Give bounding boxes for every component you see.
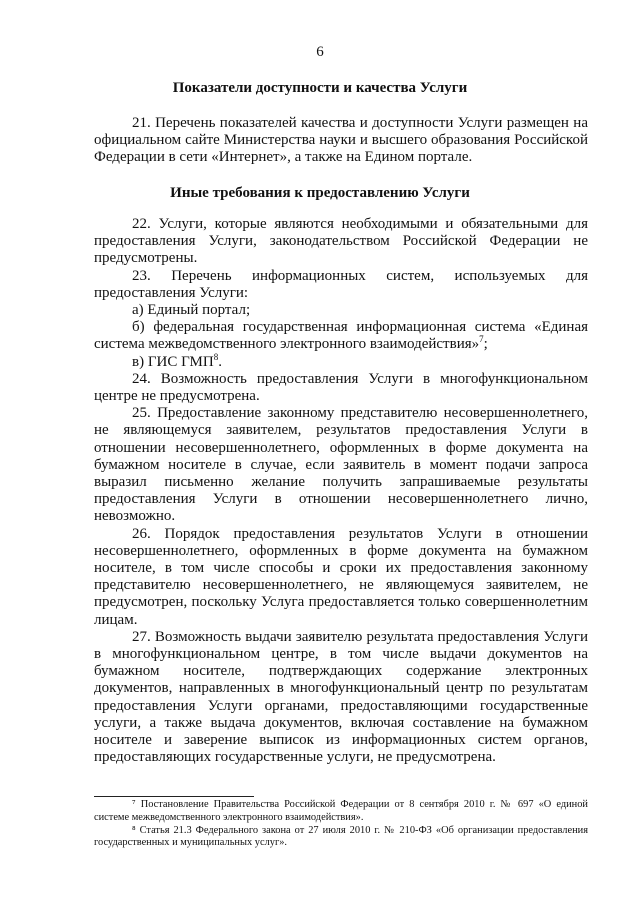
paragraph-23b-text: б) федеральная государственная информационная система «Единая система межведомственного электронного взаимодействия» (94, 319, 588, 353)
paragraph-25: 25. Предоставление законному представителю несовершеннолетнего, не являющемуся заявителем, результатов предоставления Услуги в отношении несовершеннолетнего, оформленных в форме документа на бумажном носителе в случае, если заявитель в момент подачи запроса выразил письменно желание получить запрашиваемые результаты предоставления Услуги в отношении несовершеннолетнего лично, невозможно. (94, 405, 588, 525)
paragraph-23: 23. Перечень информационных систем, используемых для предоставления Услуги: (94, 267, 588, 301)
footnote-divider (94, 796, 254, 797)
page-number: 6 (316, 44, 324, 60)
footnote-8: ⁸ Статья 21.3 Федерального закона от 27 июля 2010 г. № 210-ФЗ «Об организации предоставления государственных и муниципальных услуг». (94, 824, 588, 849)
paragraph-23v (94, 351, 588, 371)
section-quality-body (94, 115, 588, 167)
paragraph-23b-end: ; (483, 336, 488, 353)
paragraph-27: 27. Возможность выдачи заявителю результата предоставления Услуги в многофункциональном центре, в том числе выдачи документов на бумажном носителе, подтверждающих содержание электронных документов, направленных в многофункциональный центр по результатам предоставления Услуги органами, предоставляющими государственные услуги, а также выдача документов, включая составление на бумажном носителе и заверение выписок из информационных систем органов, предоставляющих государственные услуги, не предусмотрена. (94, 628, 588, 766)
section-heading-other-requirements: Иные требования к предоставлению Услуги (170, 185, 470, 201)
footnotes (94, 799, 588, 850)
section-heading-quality: Показатели доступности и качества Услуги (172, 80, 468, 96)
footnote-ref-8: 8 (213, 351, 219, 362)
paragraph-23v-end: . (218, 353, 222, 370)
paragraph-23b (94, 319, 588, 353)
paragraph-22: 22. Услуги, которые являются необходимыми и обязательными для предоставления Услуги, законодательством Российской Федерации не предусмотрены. (94, 216, 588, 267)
paragraph-26: 26. Порядок предоставления результатов Услуги в отношении несовершеннолетнего, оформленных в форме документа на бумажном носителе, в том числе способы и сроки их предоставления законному представителю несовершеннолетнего, не являющемуся заявителем, не предусмотрен, поскольку Услуга предоставляется только совершеннолетним лицам. (94, 525, 588, 628)
paragraph-21: 21. Перечень показателей качества и доступности Услуги размещен на официальном сайте Министерства науки и высшего образования Российской Федерации в сети «Интернет», а также на Едином портале. (94, 115, 588, 166)
paragraph-23a: а) Единый портал; (132, 302, 251, 319)
footnote-ref-7: 7 (479, 334, 484, 345)
footnote-7: ⁷ Постановление Правительства Российской Федерации от 8 сентября 2010 г. № 697 «О единой системе межведомственного электронного взаимодействия». (94, 799, 588, 823)
paragraph-23v-text: в) ГИС ГМП (132, 353, 214, 370)
paragraph-24: 24. Возможность предоставления Услуги в многофункциональном центре не предусмотрена. (94, 370, 588, 405)
section-other-requirements-body (94, 216, 588, 767)
